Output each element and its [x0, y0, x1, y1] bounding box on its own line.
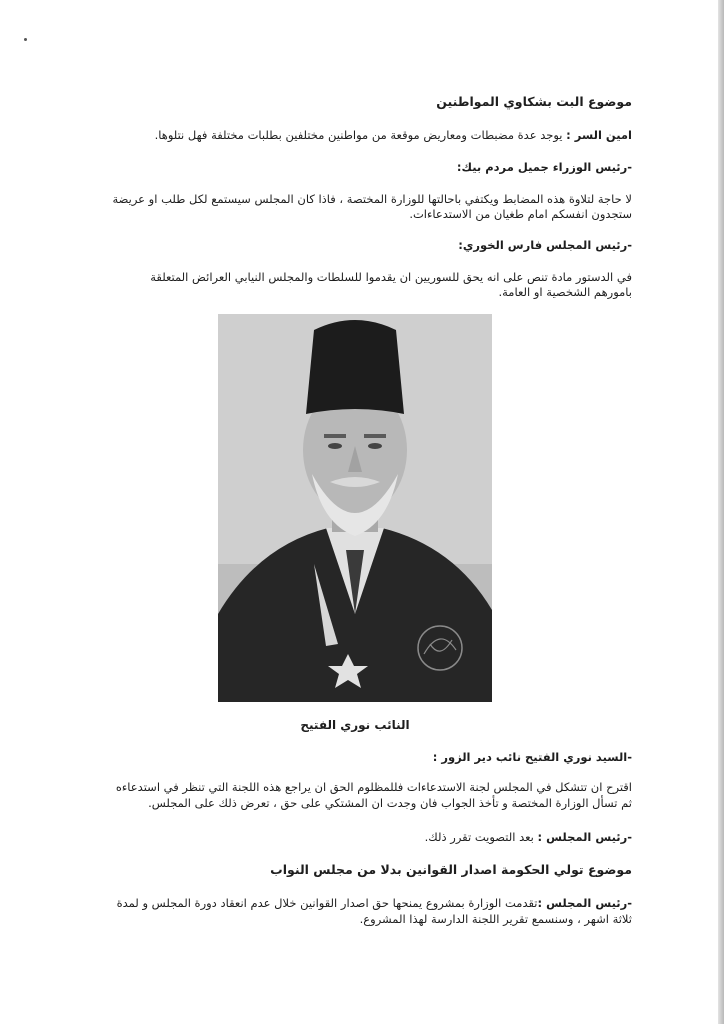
- vote-result-text: بعد التصويت تقرر ذلك.: [424, 830, 538, 844]
- scan-speck: [24, 38, 27, 41]
- portrait-photo: [218, 314, 492, 702]
- president-text-line-1: في الدستور مادة تنص على انه يحق للسوريين ان يقدموا للسلطات والمجلس النيابي العرائض المتعلقة: [150, 270, 632, 284]
- portrait-illustration: [218, 314, 492, 702]
- speaker-nouri-alfteih: -السيد نوري الفتيح نائب دير الزور :: [432, 750, 632, 764]
- law-text-line-1: تقدمت الوزارة بمشروع يمنحها حق اصدار القوانين خلال عدم انعقاد دورة المجلس و لمدة: [116, 896, 538, 910]
- photo-caption: النائب نوري الفتيح: [300, 718, 410, 732]
- nouri-text-line-1: اقترح ان تتشكل في المجلس لجنة الاستدعاءات فللمظلوم الحق ان يراجع هذه اللجنة التي تنظر في استدعاءه: [115, 780, 632, 794]
- pm-text-line-2: ستجدون انفسكم امام طغيان من الاستدعاءات.: [409, 207, 632, 221]
- topic2-heading: موضوع تولي الحكومة اصدار القوانين بدلا من مجلس النواب: [270, 862, 632, 877]
- topic1-heading: موضوع البت بشكاوي المواطنين: [436, 94, 632, 109]
- paragraph-president-law: [117, 896, 632, 911]
- speaker-prime-minister: -رئيس الوزراء جميل مردم بيك:: [456, 160, 632, 174]
- paragraph-secretary: [155, 128, 632, 143]
- speaker-president-law: -رئيس المجلس :: [537, 896, 632, 910]
- speaker-council-president: -رئيس المجلس فارس الخوري:: [458, 238, 632, 252]
- secretary-text: يوجد عدة مضبطات ومعاريض موقعة من مواطنين مختلفين بطلبات مختلفة فهل نتلوها.: [154, 128, 567, 142]
- pm-text-line-1: لا حاجة لتلاوة هذه المضابط ويكتفي باحالتها للوزارة المختصة ، فاذا كان المجلس سيستمع لكل طلب او عريضة: [112, 192, 632, 206]
- speaker-secretary: امين السر :: [566, 128, 632, 142]
- page-edge: [718, 0, 724, 1024]
- paragraph-president-vote: [425, 830, 632, 845]
- speaker-president-vote: -رئيس المجلس :: [537, 830, 632, 844]
- law-text-line-2: ثلاثة اشهر ، وسنسمع تقرير اللجنة الدارسة لهذا المشروع.: [359, 912, 632, 926]
- nouri-text-line-2: ثم تسأل الوزارة المختصة و تأخذ الجواب فان وجدت ان المشتكي على حق ، تعرض ذلك على المجلس.: [148, 796, 632, 810]
- president-text-line-2: بامورهم الشخصية او العامة.: [498, 285, 632, 299]
